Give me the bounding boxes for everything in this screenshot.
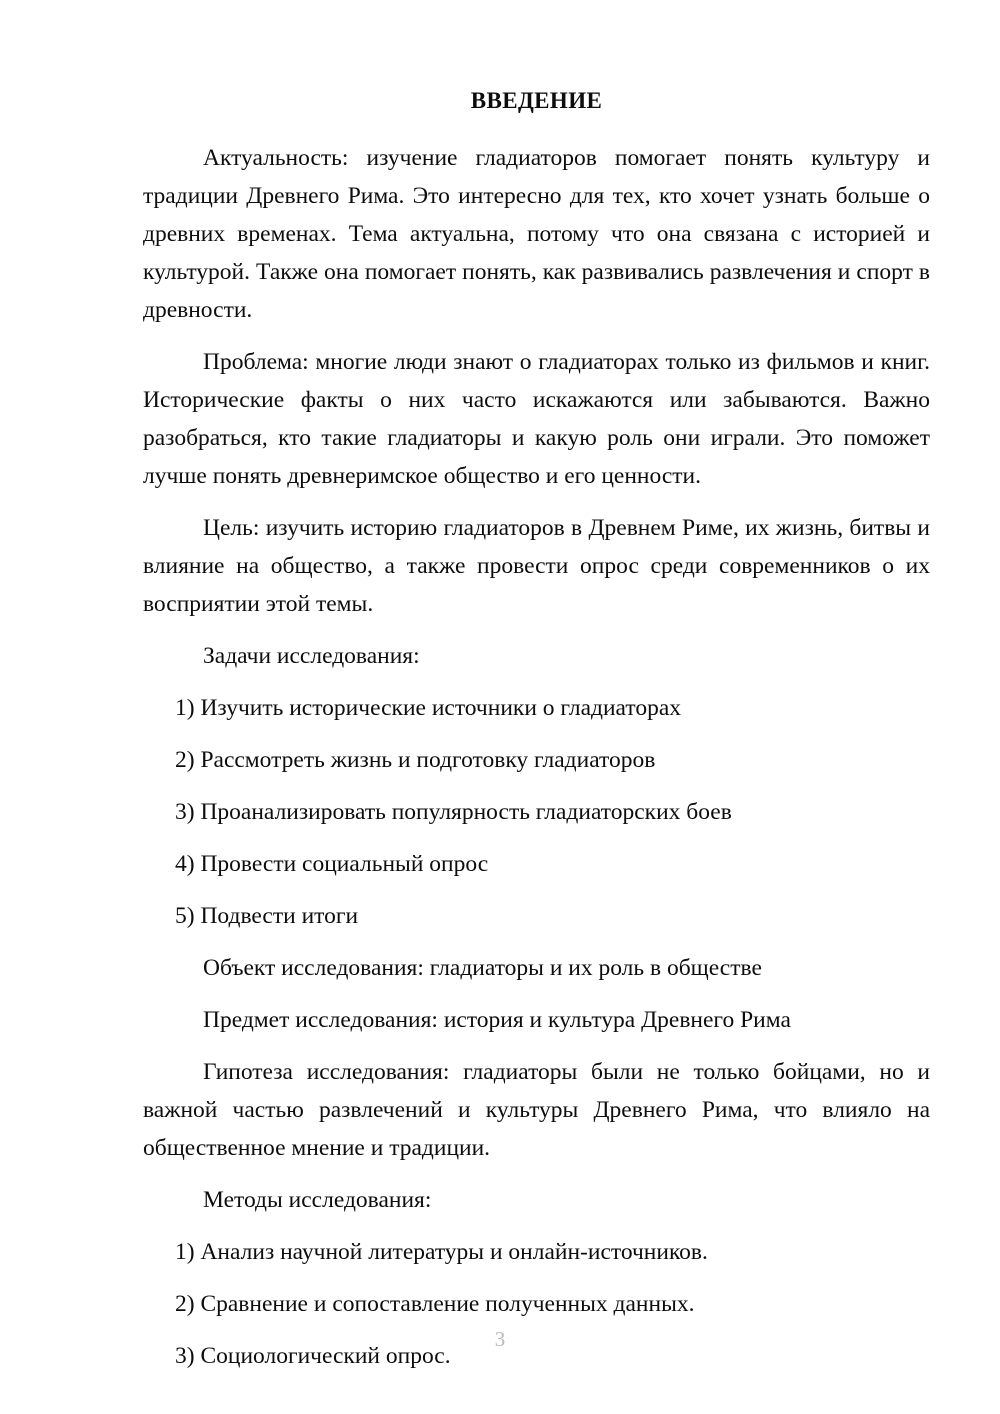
heading-methods: Методы исследования: — [203, 1186, 432, 1213]
paragraph-hypothesis: Гипотеза исследования: гладиаторы были не только бойцами, но и важной частью развлечений и культуры Древнего Рима, что влияло на общественное мнение и традиции. — [143, 1058, 930, 1161]
list-item: 4) Провести социальный опрос — [175, 850, 489, 877]
page-title: ВВЕДЕНИЕ — [470, 88, 603, 113]
list-item: 5) Подвести итоги — [175, 902, 359, 929]
page-number: 3 — [494, 1327, 506, 1351]
list-item: 2) Рассмотреть жизнь и подготовку гладиаторов — [175, 746, 656, 773]
paragraph-problem: Проблема: многие люди знают о гладиаторах только из фильмов и книг. Исторические факты о них часто искажаются или забываются. Важно разобраться, кто такие гладиаторы и какую роль они играли. Это поможет лучше понять древнеримское общество и его ценности. — [143, 348, 930, 489]
tasks-list — [143, 689, 930, 935]
list-item: 3) Проанализировать популярность гладиаторских боев — [175, 798, 732, 825]
paragraph-object: Объект исследования: гладиаторы и их роль в обществе — [203, 954, 762, 981]
list-item: 1) Изучить исторические источники о гладиаторах — [175, 694, 681, 721]
methods-list — [143, 1233, 930, 1375]
list-item: 2) Сравнение и сопоставление полученных данных. — [175, 1290, 695, 1317]
paragraph-relevance: Актуальность: изучение гладиаторов помогает понять культуру и традиции Древнего Рима. Это интересно для тех, кто хочет узнать больше о древних временах. Тема актуальна, потому что она связана с историей и культурой. Также она помогает понять, как развивались развлечения и спорт в древности. — [143, 144, 930, 323]
paragraph-goal: Цель: изучить историю гладиаторов в Древнем Риме, их жизнь, битвы и влияние на общество, а также провести опрос среди современников о их восприятии этой темы. — [143, 514, 930, 617]
page-content — [143, 86, 930, 1389]
heading-tasks: Задачи исследования: — [203, 642, 420, 669]
paragraph-subject: Предмет исследования: история и культура Древнего Рима — [203, 1006, 791, 1033]
list-item: 1) Анализ научной литературы и онлайн-источников. — [175, 1238, 708, 1265]
list-item: 3) Социологический опрос. — [175, 1342, 451, 1369]
